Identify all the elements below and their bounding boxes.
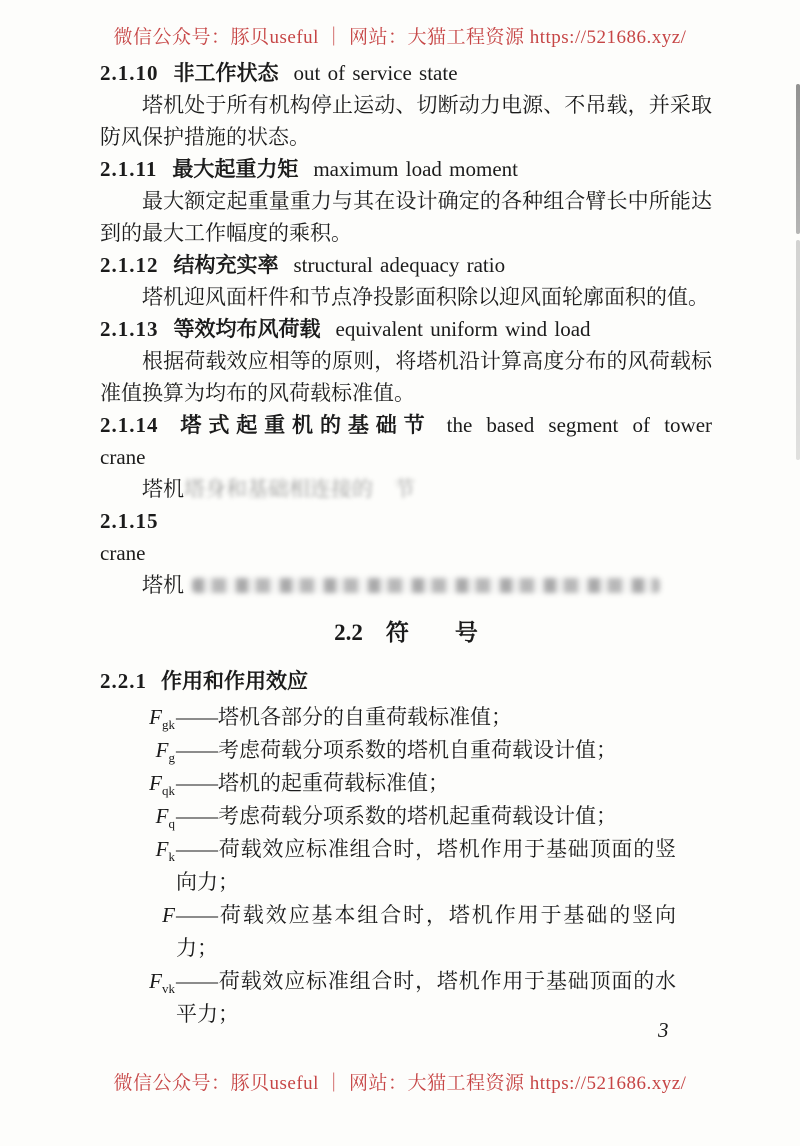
term-number: 2.1.11 [100, 157, 158, 181]
term-name-en: structural adequacy ratio [293, 253, 506, 277]
term-heading [100, 153, 712, 185]
symbol-description: ——考虑荷载分项系数的塔机自重荷载设计值； [176, 738, 617, 762]
term-definition: 塔机处于所有机构停止运动、切断动力电源、不吊载，并采取防风保护措施的状态。 [100, 93, 712, 149]
term-item [100, 409, 712, 505]
symbol-description: ——荷载效应标准组合时，塔机作用于基础顶面的竖向力； [176, 837, 676, 894]
scan-artifact-edge [796, 84, 800, 234]
symbol-subscript: k [168, 849, 175, 865]
term-name-zh: 非工作状态 [173, 61, 279, 85]
symbol-subscript: g [168, 750, 175, 766]
symbol-row [100, 899, 712, 965]
page-number: 3 [658, 1018, 669, 1042]
scan-artifact-edge [796, 240, 800, 460]
term-name-zh: 结构充实率 [173, 253, 279, 277]
term-definition [100, 473, 712, 505]
smudged-text-strip [192, 578, 660, 593]
symbol-row [100, 800, 712, 833]
term-number: 2.1.13 [100, 317, 159, 341]
symbol-description: ——荷载效应基本组合时，塔机作用于基础的竖向力； [176, 903, 676, 960]
symbol-subscript: qk [162, 783, 175, 799]
term-heading [100, 409, 712, 441]
symbol [100, 965, 176, 1031]
term-name-en: the based segment of tower [446, 413, 713, 437]
term-heading [100, 57, 712, 89]
symbol-base: F [149, 969, 162, 993]
term-item [100, 57, 712, 153]
symbol-description: ——考虑荷载分项系数的塔机起重荷载设计值； [176, 804, 617, 828]
symbol-description: ——荷载效应标准组合时，塔机作用于基础顶面的水平力； [176, 969, 676, 1026]
term-name-zh: 塔式起重机的基础节 [173, 413, 432, 437]
term-name-en-overflow: crane [100, 541, 146, 565]
watermark-top: 微信公众号：豚贝useful ｜ 网站：大猫工程资源 https://521686.xyz/ [113, 27, 687, 48]
term-definition: 最大额定起重量重力与其在设计确定的各种组合臂长中所能达到的最大工作幅度的乘积。 [100, 189, 712, 245]
term-definition: 根据荷载效应相等的原则，将塔机沿计算高度分布的风荷载标准值换算为均布的风荷载标准值。 [100, 349, 712, 405]
symbol-base: F [155, 837, 169, 861]
definition-clear-text: 塔机 [142, 477, 184, 501]
symbol-row [100, 701, 712, 734]
symbol [100, 800, 176, 833]
term-item [100, 505, 712, 601]
symbol-row [100, 734, 712, 767]
symbol-description: ——塔机的起重荷载标准值； [176, 771, 449, 795]
term-name-en-overflow: crane [100, 445, 146, 469]
term-number: 2.1.14 [100, 413, 159, 437]
term-name-en: equivalent uniform wind load [335, 317, 591, 341]
subsection-title: 作用和作用效应 [161, 669, 308, 693]
symbol-subscript: gk [162, 717, 175, 733]
definition-clear-text: 塔机 [142, 573, 184, 597]
subsection-heading [100, 665, 712, 697]
symbol-row [100, 767, 712, 800]
term-name-zh: 等效均布风荷载 [173, 317, 321, 341]
term-definition: 塔机迎风面杆件和节点净投影面积除以迎风面轮廓面积的值。 [142, 285, 709, 309]
symbol [100, 899, 176, 965]
term-heading [100, 505, 712, 537]
term-number: 2.1.12 [100, 253, 159, 277]
symbol-base: F [155, 738, 169, 762]
symbol [100, 767, 176, 800]
symbols-list [100, 701, 712, 1031]
symbol-row [100, 965, 712, 1031]
term-name-zh: 最大起重力矩 [172, 157, 299, 181]
term-definition [100, 569, 712, 601]
term-item [100, 249, 712, 313]
symbol [100, 734, 176, 767]
term-heading [100, 313, 712, 345]
term-item [100, 153, 712, 249]
symbol-base: F [162, 903, 175, 927]
definition-smudged-text: 塔身和基础相连接的 节 [184, 477, 415, 501]
term-number: 2.1.15 [100, 509, 159, 533]
symbol [100, 833, 176, 899]
symbol [100, 701, 176, 734]
term-item [100, 313, 712, 409]
symbol-subscript: q [168, 816, 175, 832]
subsection-number: 2.2.1 [100, 669, 147, 693]
term-name-en: maximum load moment [313, 157, 518, 181]
watermark-bottom: 微信公众号：豚贝useful ｜ 网站：大猫工程资源 https://521686.xyz/ [113, 1073, 687, 1094]
page-content [100, 57, 712, 1031]
symbol-base: F [149, 771, 162, 795]
symbol-base: F [155, 804, 169, 828]
symbol-description: ——塔机各部分的自重荷载标准值； [176, 705, 512, 729]
symbol-base: F [149, 705, 162, 729]
symbol-subscript: vk [162, 981, 175, 997]
term-heading [100, 249, 712, 281]
section-heading: 2.2 符 号 [334, 620, 478, 645]
symbols-section [100, 613, 712, 1031]
term-number: 2.1.10 [100, 61, 159, 85]
symbol-row [100, 833, 712, 899]
term-name-en: out of service state [293, 61, 458, 85]
